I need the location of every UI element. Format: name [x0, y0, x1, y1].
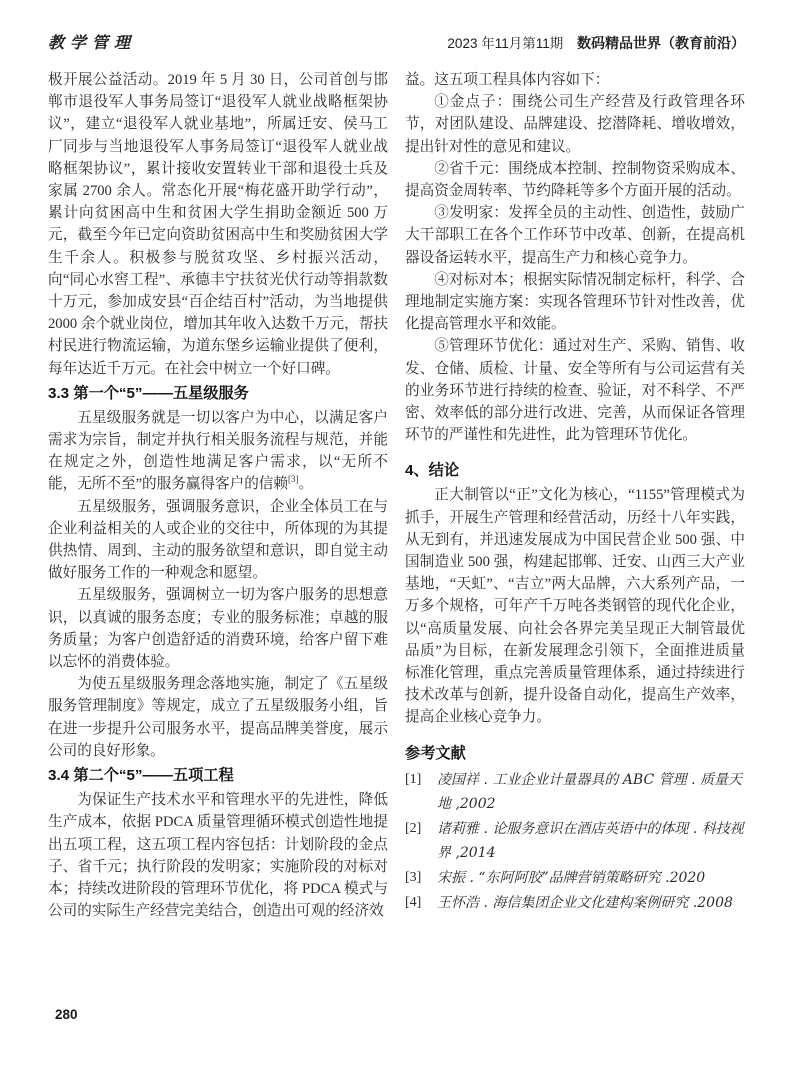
right-column: [405, 69, 745, 922]
paragraph-continuation: 极开展公益活动。2019 年 5 月 30 日，公司首创与邯郸市退役军人事务局签订“退役军人就业战略框架协议”，建立“退役军人就业基地”，所属迁安、侯马工厂同步与当地退役军人事务局签订“退役军人就业战略框架协议”，累计接收安置转业干部和退役士兵及家属 2700 余人。常态化开展“梅花盛开助学行动”，累计向贫困高中生和贫困大学生捐助金额近 500 万元，截至今年已定向资助贫困高中生和奖励贫困大学生千余人。积极参与脱贫攻坚、乡村振兴活动，向“同心水窖工程”、承德丰宁扶贫光伏行动等捐款数十万元，参加成安县“百企结百村”活动，为当地提供 2000 余个就业岗位，增加其年收入达数千万元，帮扶村民进行物流运输，为道东堡乡运输业提供了便利，每年达近千万元。在社会中树立一个好口碑。: [48, 72, 388, 377]
left-column: [48, 69, 388, 922]
page-header: [48, 30, 745, 53]
paragraph-text: 。: [298, 476, 314, 493]
citation-marker: [3]: [287, 474, 299, 485]
paragraph: 为保证生产技术水平和管理水平的先进性，降低生产成本，依据 PDCA 质量管理循环模式创造性地提出五项工程，这五项工程内容包括：计划阶段的金点子、省千元；执行阶段的发明家；实施阶段的对标对本；持续改进阶段的管理环节优化，将 PDCA 模式与公司的实际生产经营完美结合，创造出可观的经济效: [48, 792, 388, 920]
list-item-1: ①金点子：围绕公司生产经营及行政管理各环节，对团队建设、品牌建设、挖潜降耗、增收增效，提出针对性的意见和建议。: [405, 94, 745, 155]
section-heading-3-4: 3.4 第二个“5”——五项工程: [48, 767, 234, 785]
list-item-2: ②省千元：围绕成本控制、控制物资采购成本、提高资金周转率、节约降耗等多个方面开展的活动。: [405, 160, 745, 200]
paragraph: [48, 407, 388, 496]
issue-date: 2023 年11月第11期: [447, 36, 564, 51]
reference-text: 王怀浩 . 海信集团企业文化建构案例研究 .2008: [437, 894, 733, 911]
paragraph: 五星级服务，强调服务意识，企业全体员工在与企业利益相关的人或企业的交往中，所体现的为其提供热情、周到、主动的服务欲望和意识，即自觉主动做好服务工作的一种观念和愿望。: [48, 498, 388, 582]
references-list: [405, 768, 745, 916]
conclusion-paragraph: 正大制管以“正”文化为核心，“1155”管理模式为抓手，开展生产管理和经营活动，历经十八年实践，从无到有，并迅速发展成为中国民营企业 500 强、中国制造业 500 强，构建起邯郸、迁安、山西三大产业基地，“天虹”、“吉立”两大品牌，六大系列产品，一万多个规格，可年产千万吨各类钢管的现代化企业，以“高质量发展、向社会各界完美呈现正大制管最优品质”为目标，在新发展理念引领下，全面推进质量标准化管理，重点完善质量管理体系，通过持续进行技术改革与创新，提升设备自动化，提高生产效率，提高企业核心竞争力。: [405, 487, 745, 726]
reference-item: [405, 891, 745, 916]
journal-name: 数码精品世界（教育前沿）: [577, 35, 745, 51]
reference-text: 诸莉雅 . 论服务意识在酒店英语中的体现 . 科技视界 ,2014: [437, 820, 744, 862]
reference-text: 凌国祥 . 工业企业计量器具的 ABC 管理 . 质量天地 ,2002: [437, 771, 742, 813]
page-number: 280: [55, 1007, 78, 1022]
reference-number: [4]: [405, 894, 422, 910]
reference-number: [2]: [405, 820, 422, 836]
reference-item: [405, 817, 745, 866]
list-item-3: ③发明家：发挥全员的主动性、创造性，鼓励广大干部职工在各个工作环节中改革、创新，在提高机器设备运转水平，提高生产力和核心竞争力。: [405, 205, 745, 266]
reference-item: [405, 768, 745, 817]
reference-number: [1]: [405, 771, 422, 787]
list-item-5: ⑤管理环节优化：通过对生产、采购、销售、收发、仓储、质检、计量、安全等所有与公司运营有关的业务环节进行持续的检查、验证，对不科学、不严密、效率低的部分进行改进、完善，从而保证各管理环节的严谨性和先进性，此为管理环节优化。: [405, 338, 745, 444]
issue-info: [447, 32, 745, 53]
references-heading: 参考文献: [405, 744, 466, 762]
paragraph: 为使五星级服务理念落地实施，制定了《五星级服务管理制度》等规定，成立了五星级服务小组，旨在进一步提升公司服务水平，提高品牌美誉度，展示公司的良好形象。: [48, 676, 388, 759]
paragraph: 五星级服务，强调树立一切为客户服务的思想意识，以真诚的服务态度；专业的服务标准；卓越的服务质量；为客户创造舒适的消费环境，给客户留下难以忘怀的消费体验。: [48, 587, 388, 671]
column-section-title: 教学管理: [48, 33, 137, 52]
section-heading-3-3: 3.3 第一个“5”——五星级服务: [48, 384, 249, 402]
reference-item: [405, 866, 745, 891]
reference-text: 宋振 . “东阿阿胶”品牌营销策略研究 .2020: [437, 870, 706, 887]
paragraph-text: 五星级服务就是一切以客户为中心，以满足客户需求为宗旨，制定并执行相关服务流程与规范，并能在规定之外，创造性地满足客户需求，以“无所不能，无所不至”的服务赢得客户的信赖: [48, 409, 388, 493]
paragraph-continuation: 益。这五项工程具体内容如下：: [405, 72, 610, 88]
list-item-4: ④对标对本；根据实际情况制定标杆，科学、合理地制定实施方案：实现各管理环节针对性改善，优化提高管理水平和效能。: [405, 271, 745, 333]
section-heading-4: 4、结论: [405, 462, 460, 480]
reference-number: [3]: [405, 870, 422, 886]
article-body: [48, 69, 745, 922]
